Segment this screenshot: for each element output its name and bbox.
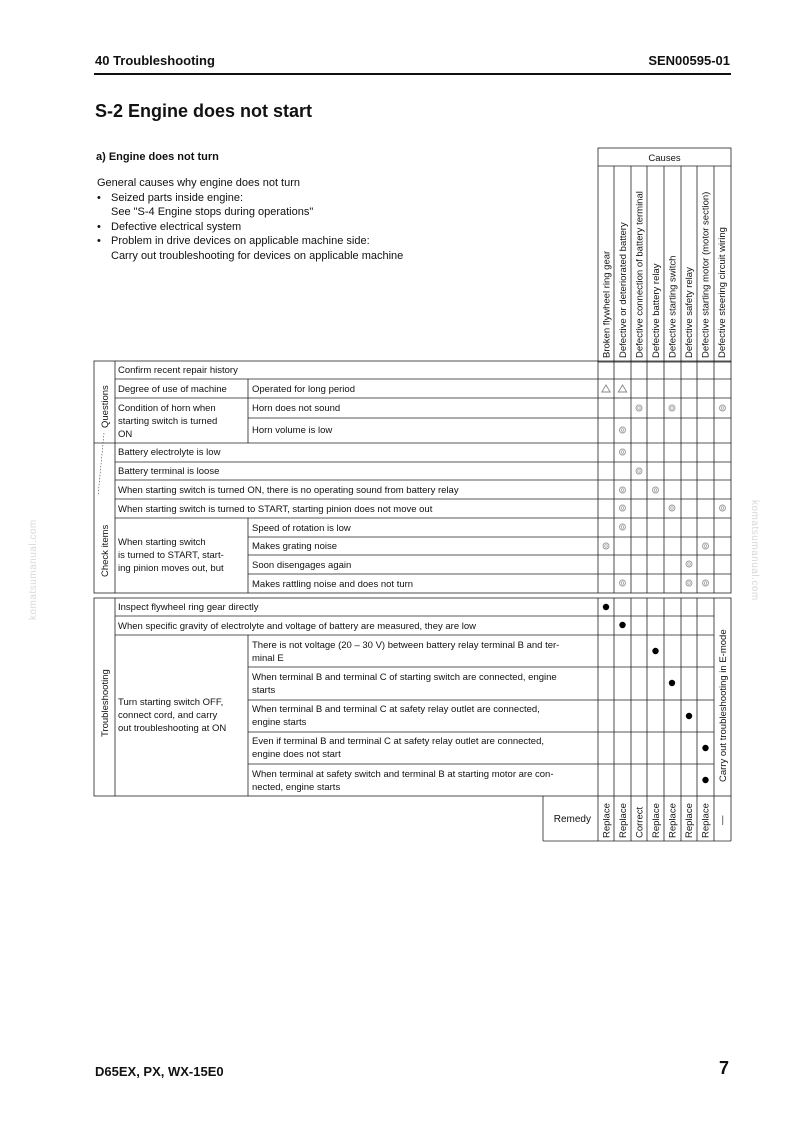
row-condition: Horn volume is low <box>252 425 333 436</box>
intro-line: Carry out troubleshooting for devices on applicable machine <box>111 249 404 262</box>
remedy-value: Replace <box>618 803 629 838</box>
remedy-value: Replace <box>601 803 613 838</box>
double-circle-mark <box>620 449 626 455</box>
cause-label: Defective starting switch <box>667 255 679 358</box>
troubleshooting-label: Troubleshooting <box>100 669 111 737</box>
row-condition: Operated for long period <box>252 384 355 395</box>
e-mode-note: Carry out troubleshooting in E-mode <box>718 629 729 782</box>
remedy-value: Replace <box>667 803 679 838</box>
double-circle-mark <box>653 487 659 493</box>
document-code: SEN00595-01 <box>648 53 730 68</box>
double-circle-mark <box>620 427 626 433</box>
cause-label: Defective starting motor (motor section) <box>700 191 712 358</box>
intro-line: See "S-4 Engine stops during operations" <box>111 206 314 219</box>
double-circle-mark <box>636 468 642 474</box>
row-condition: engine does not start <box>252 749 341 760</box>
intro-bullet-item: • Problem in drive devices on applicable machine side: <box>97 235 370 248</box>
row-label: When starting switch is turned ON, there is no operating sound from battery relay <box>118 485 459 496</box>
double-circle-mark <box>620 487 626 493</box>
filled-dot-mark <box>619 622 625 628</box>
row-condition: starts <box>252 685 276 696</box>
row-condition: Horn does not sound <box>252 403 341 414</box>
cause-label: Defective safety relay <box>684 267 695 358</box>
row-label: Inspect flywheel ring gear directly <box>118 602 259 613</box>
watermark-left: komatsumanual.com <box>28 519 39 620</box>
row-label: starting switch is turned <box>118 416 218 427</box>
double-circle-mark <box>669 405 675 411</box>
row-condition: When terminal B and terminal C of starting switch are connected, engine <box>252 672 557 683</box>
page-number: 7 <box>719 1058 730 1078</box>
section-divider-dotted <box>98 433 104 496</box>
filled-dot-mark <box>702 777 708 783</box>
row-label: Turn starting switch OFF, <box>118 697 224 708</box>
triangle-mark <box>602 385 610 392</box>
row-label: Condition of horn when <box>118 403 216 414</box>
filled-dot-mark <box>603 604 609 610</box>
double-circle-mark <box>686 561 692 567</box>
watermark-right: komatsumanual.com <box>749 500 760 601</box>
cause-label: Defective connection of battery terminal <box>634 191 646 358</box>
section-header: 40 Troubleshooting <box>95 53 215 68</box>
remedy-value: Replace <box>700 803 712 838</box>
double-circle-mark <box>669 505 675 511</box>
row-labels <box>118 365 729 825</box>
row-condition: Makes grating noise <box>252 541 338 552</box>
double-circle-mark <box>720 505 726 511</box>
intro-line: General causes why engine does not turn <box>97 177 301 189</box>
intro-bullet-item: • Defective electrical system <box>97 220 242 233</box>
row-condition: Soon disengages again <box>252 560 352 571</box>
section-labels <box>100 385 111 737</box>
double-circle-mark <box>620 580 626 586</box>
row-label: When starting switch is turned to START, starting pinion does not move out <box>118 504 433 515</box>
filled-dot-mark <box>686 713 692 719</box>
subsection-title: a) Engine does not turn <box>96 151 219 163</box>
row-condition: There is not voltage (20 – 30 V) between battery relay terminal B and ter- <box>252 640 560 651</box>
row-label: When specific gravity of electrolyte and voltage of battery are measured, they are low <box>118 621 477 632</box>
cause-label: Defective battery relay <box>651 263 662 358</box>
intro-text: Seized parts inside engine: <box>111 191 244 204</box>
cause-label: Broken flywheel ring gear <box>601 250 613 358</box>
row-condition: Makes rattling noise and does not turn <box>252 579 414 590</box>
remedy-label: Remedy <box>553 814 591 825</box>
filled-dot-mark <box>669 680 675 686</box>
row-condition: engine starts <box>252 717 307 728</box>
double-circle-mark <box>620 524 626 530</box>
check-items-label: Check items <box>100 524 111 577</box>
page-title: S-2 Engine does not start <box>95 101 313 121</box>
row-label: is turned to START, start- <box>118 550 224 561</box>
remedy-value: Correct <box>634 806 646 838</box>
row-condition: minal E <box>252 653 284 664</box>
causes-header: Causes <box>648 153 681 164</box>
row-label: Degree of use of machine <box>118 384 227 395</box>
cause-label: Defective or deteriorated battery <box>618 222 629 358</box>
double-circle-mark <box>720 405 726 411</box>
remedy-row <box>602 803 729 838</box>
double-circle-mark <box>686 580 692 586</box>
questions-label: Questions <box>100 385 111 428</box>
row-label: connect cord, and carry <box>118 710 218 721</box>
row-condition: When terminal at safety switch and terminal B at starting motor are con- <box>252 769 554 780</box>
intro-text: Defective electrical system <box>111 220 242 233</box>
remedy-value: — <box>717 815 728 825</box>
filled-dot-mark <box>702 745 708 751</box>
row-label: ing pinion moves out, but <box>118 563 224 574</box>
intro-bullet-item: • Seized parts inside engine: <box>97 191 244 204</box>
row-condition: When terminal B and terminal C at safety relay outlet are connected, <box>252 704 540 715</box>
cause-label: Defective steering circuit wiring <box>717 227 728 358</box>
row-condition: Speed of rotation is low <box>252 523 351 534</box>
row-label: When starting switch <box>118 537 206 548</box>
remedy-value: Replace <box>651 803 662 838</box>
double-circle-mark <box>603 543 609 549</box>
row-condition: nected, engine starts <box>252 782 341 793</box>
row-label: ON <box>118 429 133 440</box>
row-label: Battery electrolyte is low <box>118 447 221 458</box>
double-circle-mark <box>636 405 642 411</box>
row-label: Confirm recent repair history <box>118 365 238 376</box>
filled-dot-mark <box>652 648 658 654</box>
double-circle-mark <box>703 543 709 549</box>
row-condition: Even if terminal B and terminal C at safety relay outlet are connected, <box>252 736 545 747</box>
row-label: Battery terminal is loose <box>118 466 220 477</box>
double-circle-mark <box>703 580 709 586</box>
double-circle-mark <box>620 505 626 511</box>
intro-text: Problem in drive devices on applicable machine side: <box>111 235 370 248</box>
triangle-mark <box>618 385 626 392</box>
causes-header-group <box>602 153 729 358</box>
remedy-value: Replace <box>684 803 695 838</box>
model-footer: D65EX, PX, WX-15E0 <box>95 1064 224 1079</box>
row-label: out troubleshooting at ON <box>118 723 227 734</box>
